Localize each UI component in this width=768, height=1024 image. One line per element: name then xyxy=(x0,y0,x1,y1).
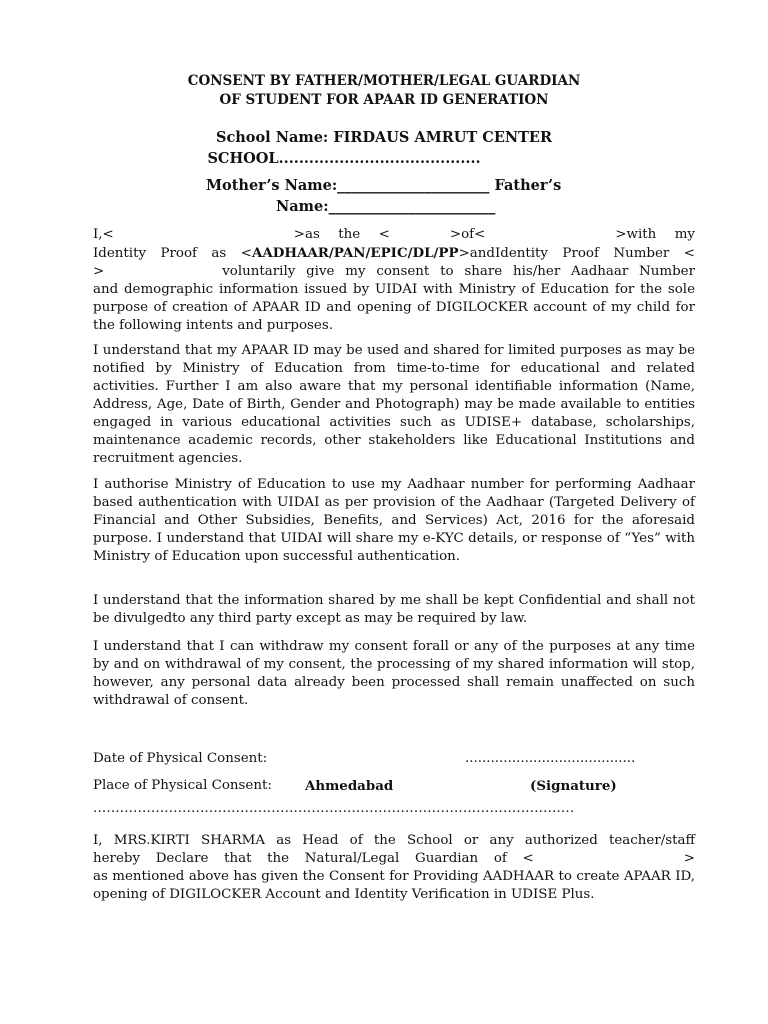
form-title-line2: OF STUDENT FOR APAAR ID GENERATION xyxy=(219,92,549,108)
school-name-line2: SCHOOL........................................ xyxy=(207,150,481,167)
separator-dots: ............................................................................................................ xyxy=(93,801,575,816)
declaration-rest: as mentioned above has given the Consent for Providing AADHAAR to create APAAR ID, opening of DIGILOCKER Account and Identity Verification in UDISE Plus. xyxy=(93,869,695,902)
date-of-consent-dots: ........................................ xyxy=(465,751,636,766)
consent-paragraph-2: I understand that my APAAR ID may be used and shared for limited purposes as may be notified by Ministry of Education from time-to-time for educational and related activities. Further I am also aware that my personal identifiable information (Name, Address, Age, Date of Birth, Gender and Photograph) may be made available to entities engaged in various educational activities such as UDISE+ database, scholarships, maintenance academic records, other stakeholders like Educational Institutions and recruitment agencies. xyxy=(93,343,695,466)
consent-paragraph-4: I understand that the information shared by me shall be kept Confidential and shall not be divulgedto any third party except as may be required by law. xyxy=(93,593,695,626)
school-name-line1: School Name: FIRDAUS AMRUT CENTER xyxy=(215,129,553,146)
place-of-consent-label: Place of Physical Consent: xyxy=(93,778,272,793)
consent-paragraph-1 xyxy=(93,226,695,335)
mother-name-field: Mother’s Name:_____________________ Father’s xyxy=(206,177,562,194)
consent-p1-line2: Identity Proof as <AADHAAR/PAN/EPIC/DL/PP>andIdentity Proof Number < xyxy=(93,245,695,261)
form-title-line1: CONSENT BY FATHER/MOTHER/LEGAL GUARDIAN xyxy=(187,73,581,89)
consent-p1-line1: I,< >as the < >of< >with my xyxy=(93,227,695,242)
consent-p1-line3: > voluntarily give my consent to share his/her Aadhaar Number xyxy=(93,264,695,279)
signature-label: (Signature) xyxy=(530,778,617,794)
father-name-field: Name:_______________________ xyxy=(276,198,496,215)
consent-p1-rest: and demographic information issued by UIDAI with Ministry of Education for the sole purpose of creation of APAAR ID and opening of DIGILOCKER account of my child for the following intents and purposes. xyxy=(93,282,695,333)
declaration-line2: hereby Declare that the Natural/Legal Guardian of < > xyxy=(93,851,695,866)
place-of-consent-value: Ahmedabad xyxy=(305,778,394,794)
declaration-line1: I, MRS.KIRTI SHARMA as Head of the School or any authorized teacher/staff xyxy=(93,833,695,848)
consent-paragraph-3: I authorise Ministry of Education to use my Aadhaar number for performing Aadhaar based authentication with UIDAI as per provision of the Aadhaar (Targeted Delivery of Financial and Other Subsidies, Benefits, and Services) Act, 2016 for the aforesaid purpose. I understand that UIDAI will share my e-KYC details, or response of “Yes” with Ministry of Education upon successful authentication. xyxy=(93,477,695,564)
consent-paragraph-5: I understand that I can withdraw my consent forall or any of the purposes at any time by and on withdrawal of my consent, the processing of my shared information will stop, however, any personal data already been processed shall remain unaffected on such withdrawal of consent. xyxy=(93,639,695,708)
declaration-paragraph xyxy=(93,832,695,904)
date-of-consent-label: Date of Physical Consent: xyxy=(93,751,268,766)
